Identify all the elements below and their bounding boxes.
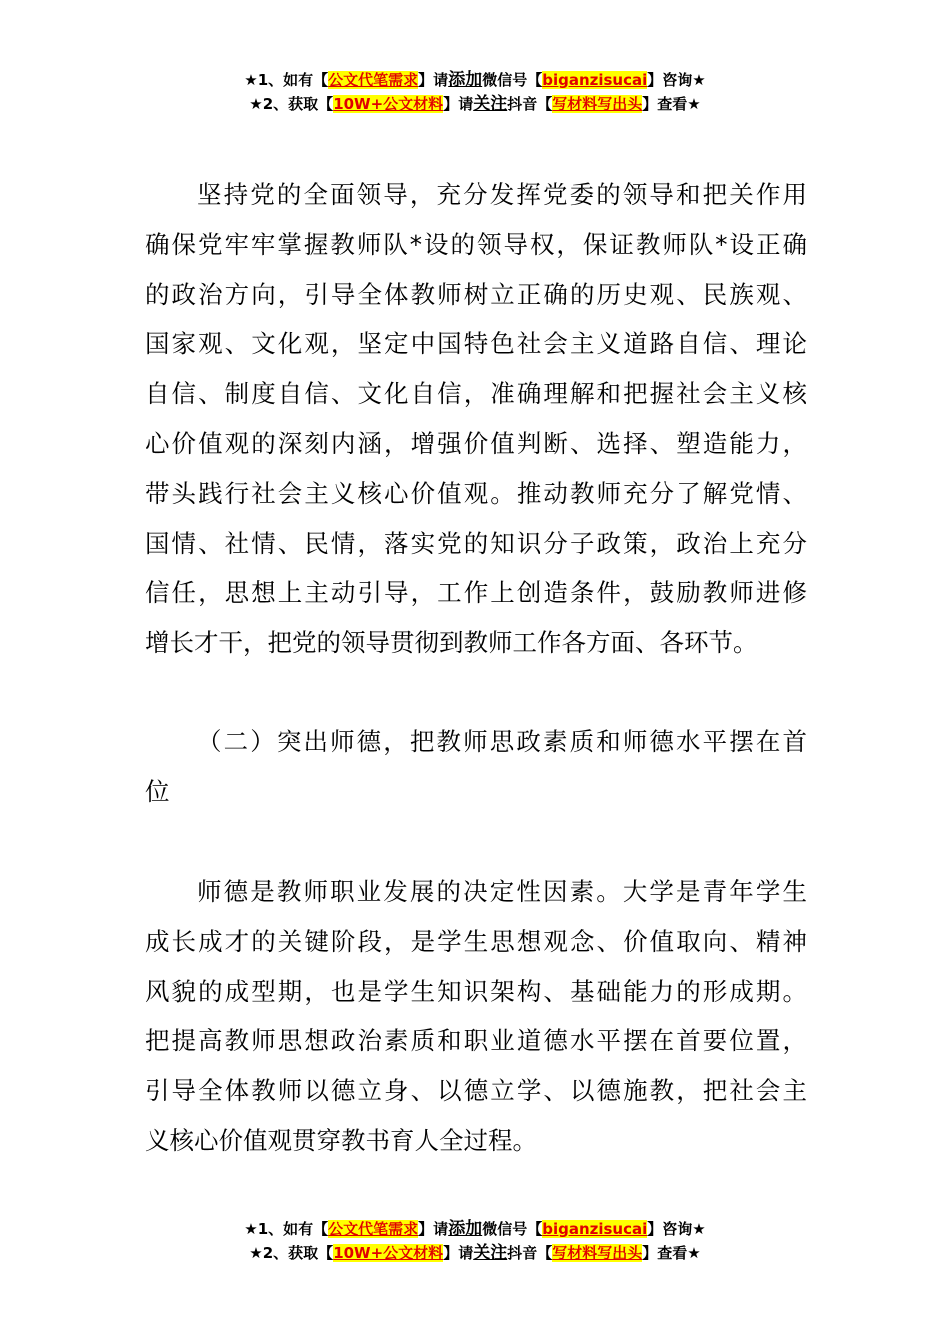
highlight: 10W+公文材料 <box>333 95 444 113</box>
highlight: 公文代笔需求 <box>328 71 419 89</box>
text: 】咨询★ <box>647 1220 706 1238</box>
text-line: 位 <box>145 776 170 806</box>
text-line: 成长成才的关键阶段，是学生思想观念、价值取向、精神 <box>145 926 807 956</box>
text-line: 增长才干，把党的领导贯彻到教师工作各方面、各环节。 <box>145 628 758 658</box>
section-heading <box>145 717 807 817</box>
banner-line-2 <box>0 1241 950 1265</box>
text-line: 国家观、文化观，坚定中国特色社会主义道路自信、理论 <box>145 329 807 359</box>
underlined-text: 添加 <box>448 1219 483 1239</box>
text-line: 引导全体教师以德立身、以德立学、以德施教，把社会主 <box>145 1076 807 1106</box>
underlined-text: 添加 <box>448 70 483 90</box>
text: 】请 <box>443 1244 474 1262</box>
text: 】查看★ <box>642 1244 701 1262</box>
text-line: 自信、制度自信、文化自信，准确理解和把握社会主义核 <box>145 379 807 409</box>
banner-line-1 <box>0 68 950 92</box>
highlight: 写材料写出头 <box>552 1244 643 1262</box>
footer-banner <box>0 1217 950 1265</box>
paragraph-2 <box>145 867 807 1166</box>
text: 】查看★ <box>642 95 701 113</box>
text-line: 心价值观的深刻内涵，增强价值判断、选择、塑造能力， <box>145 428 807 458</box>
text: 】请 <box>443 95 474 113</box>
text: 微信号【 <box>482 71 543 89</box>
text-line: 带头践行社会主义核心价值观。推动教师充分了解党情、 <box>145 478 807 508</box>
text-line: 师德是教师职业发展的决定性因素。大学是青年学生 <box>197 877 807 906</box>
highlight: 写材料写出头 <box>552 95 643 113</box>
highlight: 公文代笔需求 <box>328 1220 419 1238</box>
text-line: 确保党牢牢掌握教师队*设的领导权，保证教师队*设正确 <box>145 229 807 259</box>
text-line: 信任，思想上主动引导，工作上创造条件，鼓励教师进修 <box>145 578 807 608</box>
text: ★1、如有【 <box>244 71 329 89</box>
text: 】请 <box>418 71 449 89</box>
text: 】请 <box>418 1220 449 1238</box>
text: 微信号【 <box>482 1220 543 1238</box>
text: ★2、获取【 <box>249 95 334 113</box>
highlight: biganzisucai <box>542 71 648 89</box>
text-line: 风貌的成型期，也是学生知识架构、基础能力的形成期。 <box>145 976 807 1006</box>
text: ★2、获取【 <box>249 1244 334 1262</box>
highlight: 10W+公文材料 <box>333 1244 444 1262</box>
highlight: biganzisucai <box>542 1220 648 1238</box>
text: 抖音【 <box>507 1244 553 1262</box>
text-line: 坚持党的全面领导，充分发挥党委的领导和把关作用 <box>197 180 807 209</box>
text-line: （二）突出师德，把教师思政素质和师德水平摆在首 <box>197 727 807 756</box>
header-banner <box>0 68 950 116</box>
text-line: 义核心价值观贯穿教书育人全过程。 <box>145 1125 537 1155</box>
banner-line-1 <box>0 1217 950 1241</box>
text-line: 国情、社情、民情，落实党的知识分子政策，政治上充分 <box>145 528 807 558</box>
underlined-text: 关注 <box>473 1243 508 1263</box>
text-line: 的政治方向，引导全体教师树立正确的历史观、民族观、 <box>145 279 807 309</box>
underlined-text: 关注 <box>473 94 508 114</box>
paragraph-1 <box>145 170 807 668</box>
banner-line-2 <box>0 92 950 116</box>
text: 】咨询★ <box>647 71 706 89</box>
text: ★1、如有【 <box>244 1220 329 1238</box>
text: 抖音【 <box>507 95 553 113</box>
text-line: 把提高教师思想政治素质和职业道德水平摆在首要位置， <box>145 1026 807 1056</box>
